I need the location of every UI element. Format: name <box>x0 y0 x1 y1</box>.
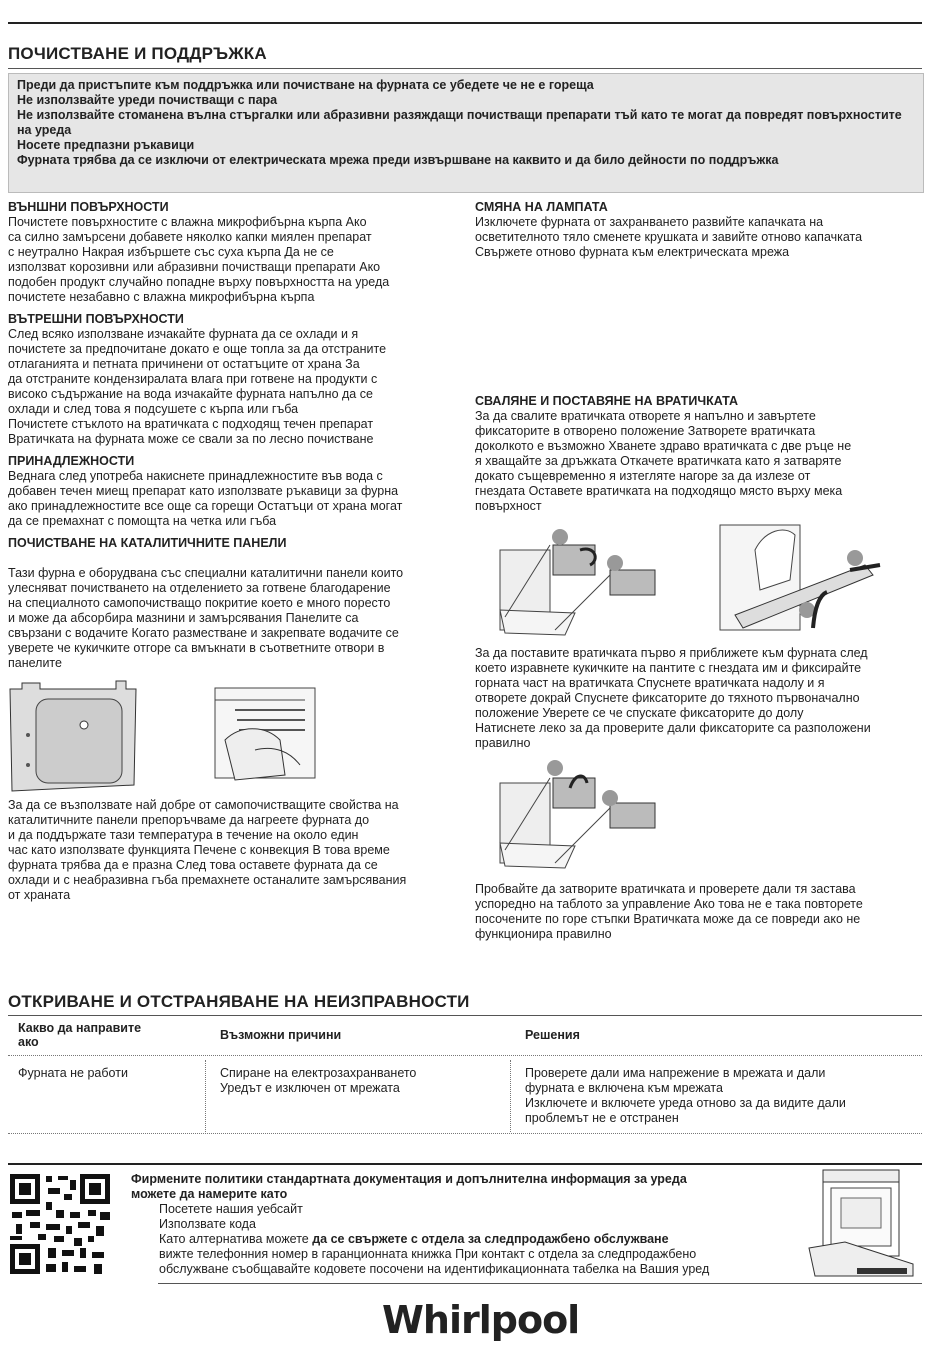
support-qr-code-line: Използвате кода <box>159 1217 256 1231</box>
oven-rating-plate-illustration <box>805 1168 917 1280</box>
support-codes-line: обслужване съобщавайте кодовете посочени на идентификационната табелка на Вашия уред <box>159 1262 710 1276</box>
row-solution: Проверете дали има напрежение в мрежата и дали фурната е включена към мрежата Изключете и включете уреда отново за да видите дали проблемът не е отстранен <box>525 1066 846 1125</box>
support-info <box>131 1172 791 1277</box>
warning-line: Преди да пристъпите към поддръжка или почистване на фурната се убедете че не е гореща <box>17 78 594 92</box>
troubleshooting-title: ОТКРИВАНЕ И ОТСТРАНЯВАНЕ НА НЕИЗПРАВНОСТИ <box>8 992 470 1011</box>
col-header-what: Какво да направите ако <box>18 1021 142 1049</box>
qr-code <box>8 1172 112 1276</box>
door-removal-illustration <box>715 520 885 635</box>
guide-mounting-illustration <box>195 680 325 790</box>
section-title-catalytic: ПОЧИСТВАНЕ НА КАТАЛИТИЧНИТЕ ПАНЕЛИ <box>8 536 287 550</box>
support-phone-line: вижте телефонния номер в гаранционната книжка При контакт с отдела за следпродажбено <box>159 1247 697 1261</box>
row-what: Фурната не работи <box>18 1066 128 1080</box>
section-body-door-install: За да поставите вратичката първо я приближете към фурната след което изравнете кукичките на пантите с гнездата им и фиксирайте горната част на вратичката Спуснете вратичката надолу и я отворете докрай Спуснете фиксаторите до тяхното първоначално положение Уверете се че спускате фиксаторите до долу Натиснете леко за да проверите дали фиксаторите са разположени правилно <box>475 646 871 750</box>
section-body-interior: След всяко използване изчакайте фурната да се охлади и я почистете за предпочитане докато е още топла за да отстраните отлаганията и петната причинени от остатъците от храна За да отстраните кондензиралата влага при готвене на продукти с високо съдържание на вода изчакайте фурната напълно да се охлади и след това я подсушете с кърпа или гъба Почистете стъклото на вратичката с подходящ течен препарат Вратичката на фурната може се свали за по лесно почистване <box>8 327 387 446</box>
section-body-door-remove: За да свалите вратичката отворете я напълно и завъртете фиксаторите в отворено положение Затворете вратичката доколкото е възможно Хванете здраво вратичката с две ръце не я хващайте за дръжката Откачете вратичката като я затваряте докато същевременно я изтегляте нагоре за да излезе от гнездата Оставете вратичката на подходящо място върху мека повърхност <box>475 409 852 513</box>
catalytic-panel-illustration <box>8 675 138 795</box>
section-title-exterior: ВЪНШНИ ПОВЪРХНОСТИ <box>8 200 169 214</box>
warning-line: Не използвайте уреди почистващи с пара <box>17 93 278 107</box>
right-column-door-check <box>475 882 925 942</box>
support-contact-prefix: Като алтернатива можете <box>159 1232 313 1246</box>
row-divider <box>8 1133 922 1134</box>
support-website: Посетете нашия уебсайт <box>159 1202 303 1216</box>
row-cause: Спиране на електрозахранването Уредът е изключен от мрежата <box>220 1066 417 1095</box>
support-contact-line <box>131 1232 791 1247</box>
header-divider <box>8 1055 922 1056</box>
top-rule <box>8 22 922 24</box>
support-heading-1: Фирмените политики стандартната документация и допълнителна информация за уреда <box>131 1172 687 1186</box>
left-column <box>8 200 463 671</box>
title-rule <box>8 68 922 69</box>
troubleshooting-rule <box>8 1015 922 1016</box>
section-title-door: СВАЛЯНЕ И ПОСТАВЯНЕ НА ВРАТИЧКАТА <box>475 394 739 408</box>
warning-line: Не използвайте стоманена вълна стъргалки или абразивни разяждащи почистващи препарати тъй като те могат да повредят повърхностите на уреда <box>17 108 902 137</box>
support-heading-2: можете да намерите като <box>131 1187 288 1201</box>
catalytic-tip <box>8 798 463 903</box>
page-title: ПОЧИСТВАНЕ И ПОДДРЪЖКА <box>8 44 267 63</box>
section-body-lamp: Изключете фурната от захранването развийте капачката на осветителното тяло сменете крушката и завийте отново капачката Свържете отново фурната към електрическата мрежа <box>475 215 863 259</box>
right-column-door <box>475 394 925 514</box>
col-divider-1 <box>205 1060 206 1132</box>
section-body-catalytic-tip: За да се възползвате най добре от самопочистващите свойства на каталитичните панели препоръчваме да нагреете фурната до и да поддържате тази температура в течение на около един час като използвате функцията Печене с конвекция В това време фурната трябва да е празна След това оставете фурната да се охлади и с неабразивна гъба премахнете останалите замърсявания от храната <box>8 798 407 902</box>
section-title-lamp: СМЯНА НА ЛАМПАТА <box>475 200 608 214</box>
warning-line: Фурната трябва да се изключи от електрическата мрежа преди извършване на каквито и да било дейности по поддръжка <box>17 153 779 167</box>
section-body-accessories: Веднага след употреба накиснете принадлежностите във вода с добавен течен миещ препарат като използвате ръкавици за фурна ако принадлежностите все още са горещи Остатъци от храна могат да се премахнат с помощта на четка или гъба <box>8 469 403 528</box>
door-hinge-illustration-2 <box>495 758 675 873</box>
footer-top-rule <box>8 1163 922 1165</box>
section-body-catalytic: Тази фурна е оборудвана със специални каталитични панели които улесняват почистването на отделението за готвене благодарение на специалното самопочистващо покритие което е много поресто и може да абсорбира мазнини и замърсявания Панелите са свързани с водачите Когато разместване и закрепвате водачите се уверете че кукичките отгоре са вмъкнати в съответните отвори в панелите <box>8 566 404 670</box>
warning-line: Носете предпазни ръкавици <box>17 138 195 152</box>
right-column-lamp <box>475 200 925 260</box>
right-column-door-install <box>475 646 925 751</box>
col-header-solution: Решения <box>525 1028 580 1042</box>
whirlpool-logo: Whirlpool <box>382 1298 580 1342</box>
col-divider-2 <box>510 1060 511 1132</box>
section-title-interior: ВЪТРЕШНИ ПОВЪРХНОСТИ <box>8 312 184 326</box>
section-title-accessories: ПРИНАДЛЕЖНОСТИ <box>8 454 135 468</box>
section-body-exterior: Почистете повърхностите с влажна микрофибърна кърпа Ако са силно замърсени добавете няколко капки миялен препарат с неутрално Накрая избършете със суха кърпа Да не се използват корозивни или абразивни почистващи препарати Ако подобен продукт случайно попадне върху повърхността на уреда почистете незабавно с влажна микрофибърна кърпа <box>8 215 390 304</box>
section-body-door-check: Пробвайте да затворите вратичката и проверете дали тя застава успоредно на таблото за управление Ако това не е така повторете посочените по горе стъпки Вратичката може да се повреди ако не функционира правилно <box>475 882 863 941</box>
col-header-cause: Възможни причини <box>220 1028 342 1042</box>
support-contact-emphasis: да се свържете с отдела за следпродажбено обслужване <box>312 1232 669 1246</box>
warning-box <box>8 73 924 193</box>
footer-bottom-rule <box>158 1283 922 1284</box>
door-hinge-illustration-1 <box>495 525 675 640</box>
